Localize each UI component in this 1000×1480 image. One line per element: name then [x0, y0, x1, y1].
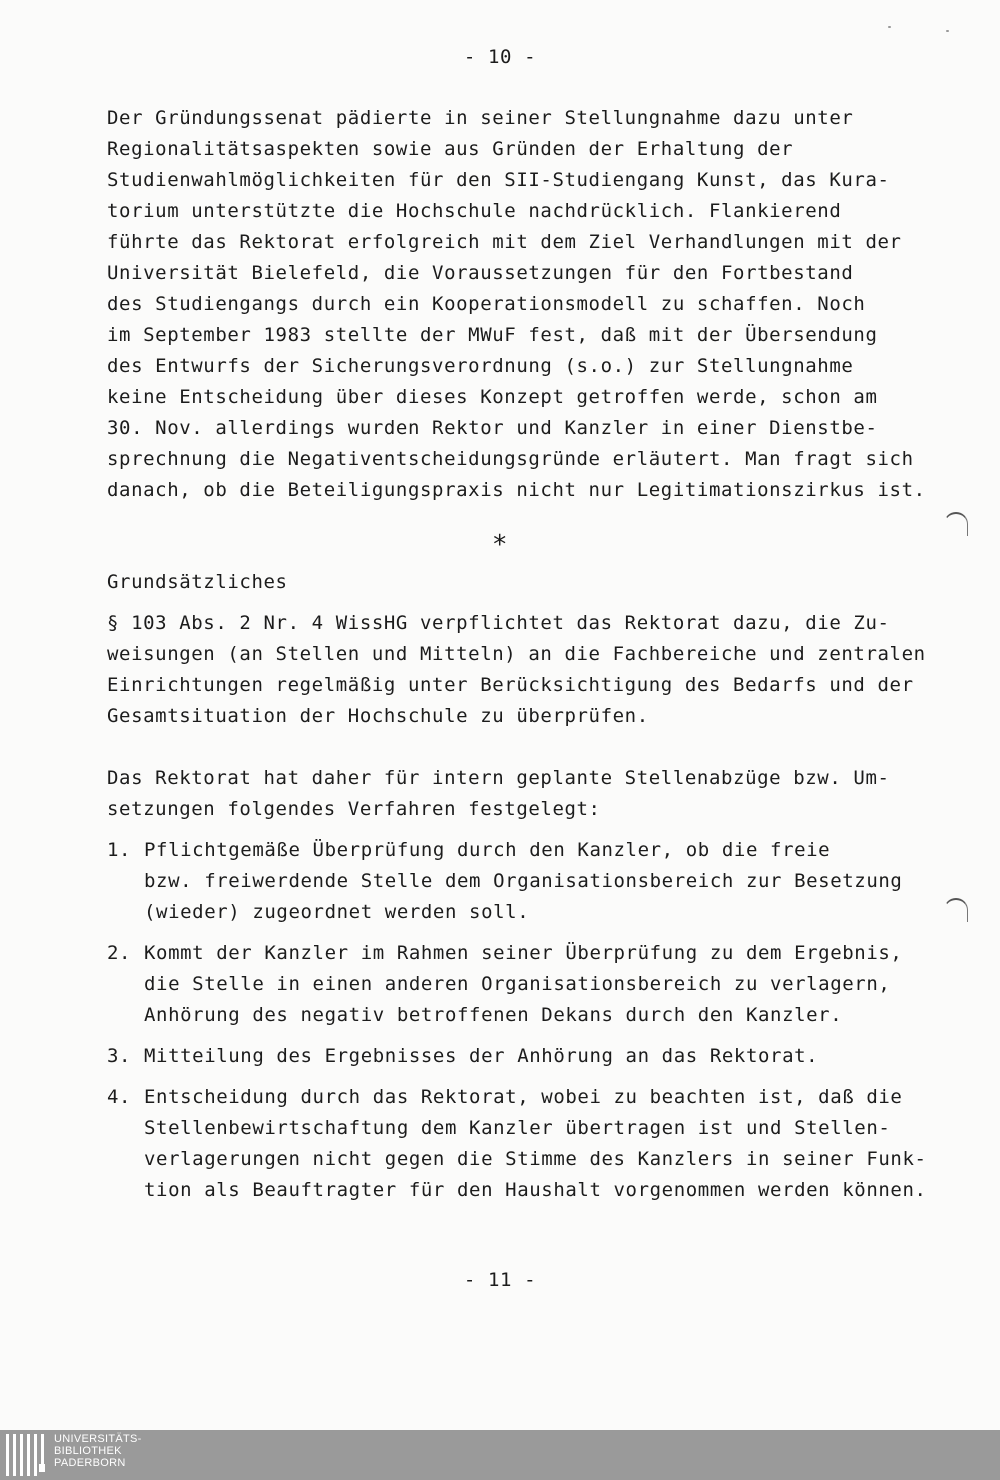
list-item-line: Kommt der Kanzler im Rahmen seiner Überprüfung zu dem Ergebnis,: [144, 942, 903, 964]
list-item-line: bzw. freiwerdende Stelle dem Organisationsbereich zur Besetzung: [144, 870, 903, 892]
section-heading: Grundsätzliches: [107, 571, 288, 593]
paragraph-line: Regionalitätsaspekten sowie aus Gründen der Erhaltung der: [107, 138, 794, 160]
paragraph-line: Der Gründungssenat pädierte in seiner Stellungnahme dazu unter: [107, 107, 854, 129]
paragraph-line: sprechnung die Negativentscheidungsgründe erläutert. Man fragt sich: [107, 448, 914, 470]
punch-hole-mark: [944, 898, 968, 922]
library-logo-dot: [39, 1464, 45, 1472]
paragraph-line: keine Entscheidung über dieses Konzept getroffen werde, schon am: [107, 386, 878, 408]
library-logo-line: PADERBORN: [54, 1457, 126, 1469]
section-separator: *: [491, 530, 509, 560]
list-item-number: 1.: [107, 839, 132, 861]
paragraph-line: Universität Bielefeld, die Voraussetzungen für den Fortbestand: [107, 262, 854, 284]
paragraph-line: § 103 Abs. 2 Nr. 4 WissHG verpflichtet das Rektorat dazu, die Zu-: [107, 612, 890, 634]
list-item-line: die Stelle in einen anderen Organisationsbereich zu verlagern,: [144, 973, 891, 995]
page-footer-number: - 11 -: [463, 1269, 537, 1291]
list-item-line: Entscheidung durch das Rektorat, wobei zu beachten ist, daß die: [144, 1086, 903, 1108]
list-item-number: 2.: [107, 942, 132, 964]
library-logo-line: UNIVERSITÄTS-: [54, 1433, 142, 1445]
paragraph-line: Gesamtsituation der Hochschule zu überprüfen.: [107, 705, 649, 727]
paragraph-line: des Studiengangs durch ein Kooperationsmodell zu schaffen. Noch: [107, 293, 866, 315]
list-item-line: Mitteilung des Ergebnisses der Anhörung an das Rektorat.: [144, 1045, 819, 1067]
paragraph-line: torium unterstützte die Hochschule nachdrücklich. Flankierend: [107, 200, 842, 222]
library-logo-line: BIBLIOTHEK: [54, 1445, 122, 1457]
list-item-number: 3.: [107, 1045, 132, 1067]
list-item-line: Pflichtgemäße Überprüfung durch den Kanzler, ob die freie: [144, 839, 831, 861]
list-item-line: verlagerungen nicht gegen die Stimme des Kanzlers in seiner Funk-: [144, 1148, 927, 1170]
list-item-line: tion als Beauftragter für den Haushalt vorgenommen werden können.: [144, 1179, 927, 1201]
page-header-number: - 10 -: [463, 46, 537, 68]
punch-hole-mark: [944, 512, 968, 536]
scan-speck: [888, 26, 891, 28]
scan-speck: [946, 30, 949, 32]
paragraph-line: danach, ob die Beteiligungspraxis nicht nur Legitimationszirkus ist.: [107, 479, 926, 501]
paragraph-line: Das Rektorat hat daher für intern geplante Stellenabzüge bzw. Um-: [107, 767, 890, 789]
list-item-line: Stellenbewirtschaftung dem Kanzler übertragen ist und Stellen-: [144, 1117, 891, 1139]
paragraph-line: Studienwahlmöglichkeiten für den SII-Studiengang Kunst, das Kura-: [107, 169, 890, 191]
paragraph-line: im September 1983 stellte der MWuF fest, daß mit der Übersendung: [107, 324, 878, 346]
paragraph-line: führte das Rektorat erfolgreich mit dem Ziel Verhandlungen mit der: [107, 231, 902, 253]
paragraph-line: Einrichtungen regelmäßig unter Berücksichtigung des Bedarfs und der: [107, 674, 914, 696]
paragraph-line: weisungen (an Stellen und Mitteln) an die Fachbereiche und zentralen: [107, 643, 926, 665]
library-logo-text: [54, 1433, 142, 1469]
library-footer-bar: [0, 1430, 1000, 1480]
list-item-line: Anhörung des negativ betroffenen Dekans durch den Kanzler.: [144, 1004, 843, 1026]
paragraph-line: setzungen folgendes Verfahren festgelegt:: [107, 798, 601, 820]
list-item-number: 4.: [107, 1086, 132, 1108]
paragraph-line: des Entwurfs der Sicherungsverordnung (s.o.) zur Stellungnahme: [107, 355, 854, 377]
paragraph-line: 30. Nov. allerdings wurden Rektor und Kanzler in einer Dienstbe-: [107, 417, 878, 439]
list-item-line: (wieder) zugeordnet werden soll.: [144, 901, 530, 923]
